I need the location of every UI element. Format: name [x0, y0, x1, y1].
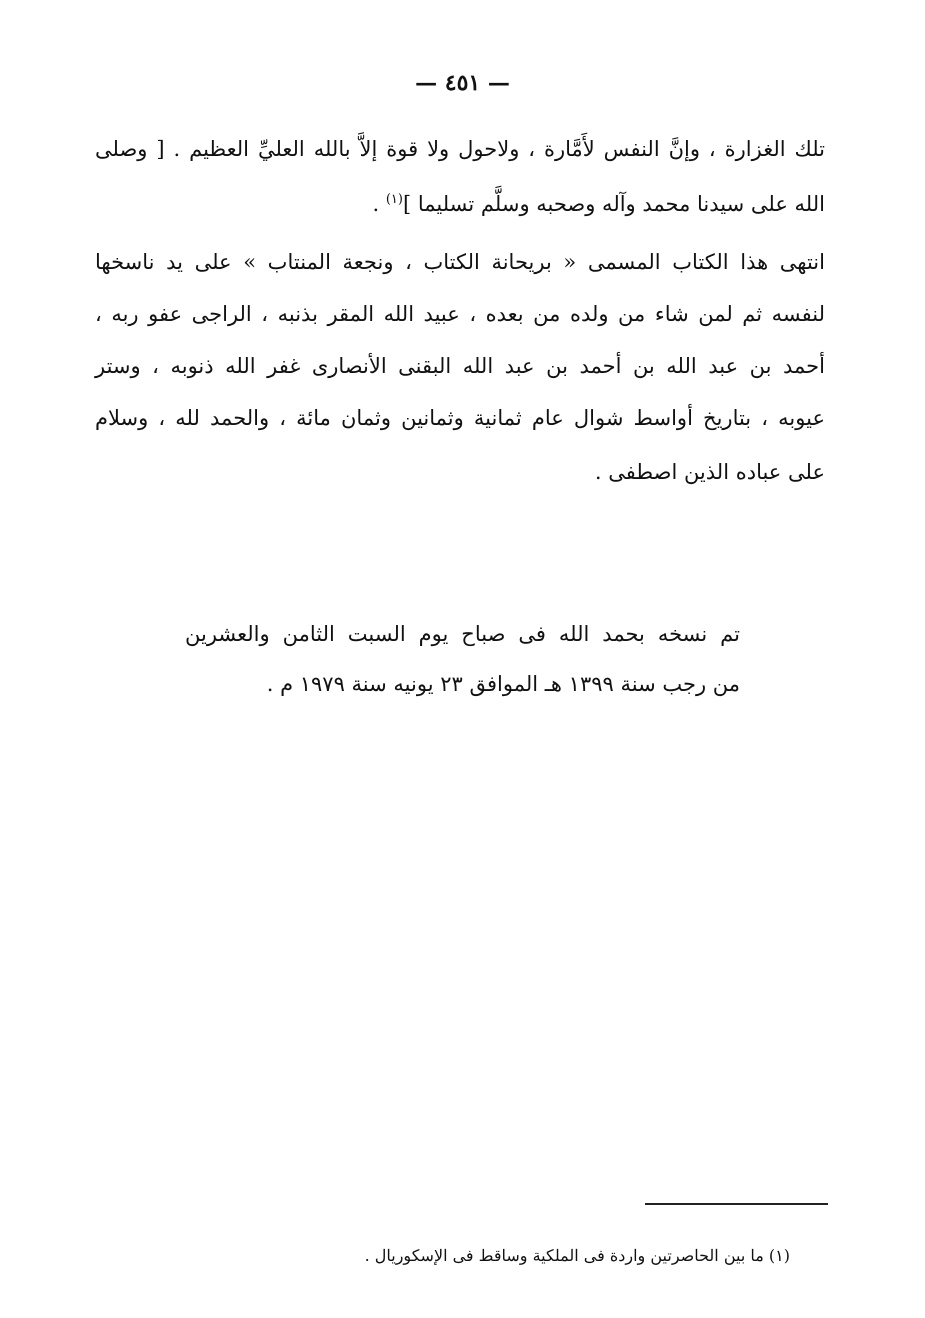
footnote-divider — [645, 1203, 828, 1205]
paragraph-1-line-2-text: الله على سيدنا محمد وآله وصحبه وسلَّم تسليما ] — [402, 192, 825, 216]
colophon-line-1: تم نسخه بحمد الله فى صباح يوم السبت الثامن والعشرين — [185, 622, 740, 646]
paragraph-1-line-2 — [95, 183, 825, 221]
colophon-line-2: من رجب سنة ١٣٩٩ هـ الموافق ٢٣ يونيه سنة ١٩٧٩ م . — [266, 672, 740, 696]
paragraph-2-line-4: عيوبه ، بتاريخ أواسط شوال عام ثمانية وثمانين وثمان مائة ، والحمد لله ، وسلام — [95, 406, 825, 430]
paragraph-2-line-3: أحمد بن عبد الله بن أحمد بن عبد الله البقنى الأنصارى غفر الله ذنوبه ، وستر — [95, 354, 825, 378]
paragraph-2-line-2: لنفسه ثم لمن شاء من ولده من بعده ، عبيد الله المقر بذنبه ، الراجى عفو ربه ، — [95, 302, 825, 326]
footnote-text: (١) ما بين الحاصرتين واردة فى الملكية وساقط فى الإسكوريال . — [364, 1246, 790, 1265]
footnote-reference: (١) — [385, 192, 403, 207]
paragraph-2-line-5: على عباده الذين اصطفى . — [594, 460, 825, 484]
paragraph-1-line-2-end: . — [372, 192, 386, 216]
paragraph-1-line-1: تلك الغزارة ، وإنَّ النفس لأَمَّارة ، ولاحول ولا قوة إلاَّ بالله العليِّ العظيم . [ وصلى — [95, 137, 825, 161]
page-number: — ٤٥١ — — [415, 70, 510, 96]
paragraph-2-line-1: انتهى هذا الكتاب المسمى « بريحانة الكتاب ، ونجعة المنتاب » على يد ناسخها — [95, 250, 825, 274]
